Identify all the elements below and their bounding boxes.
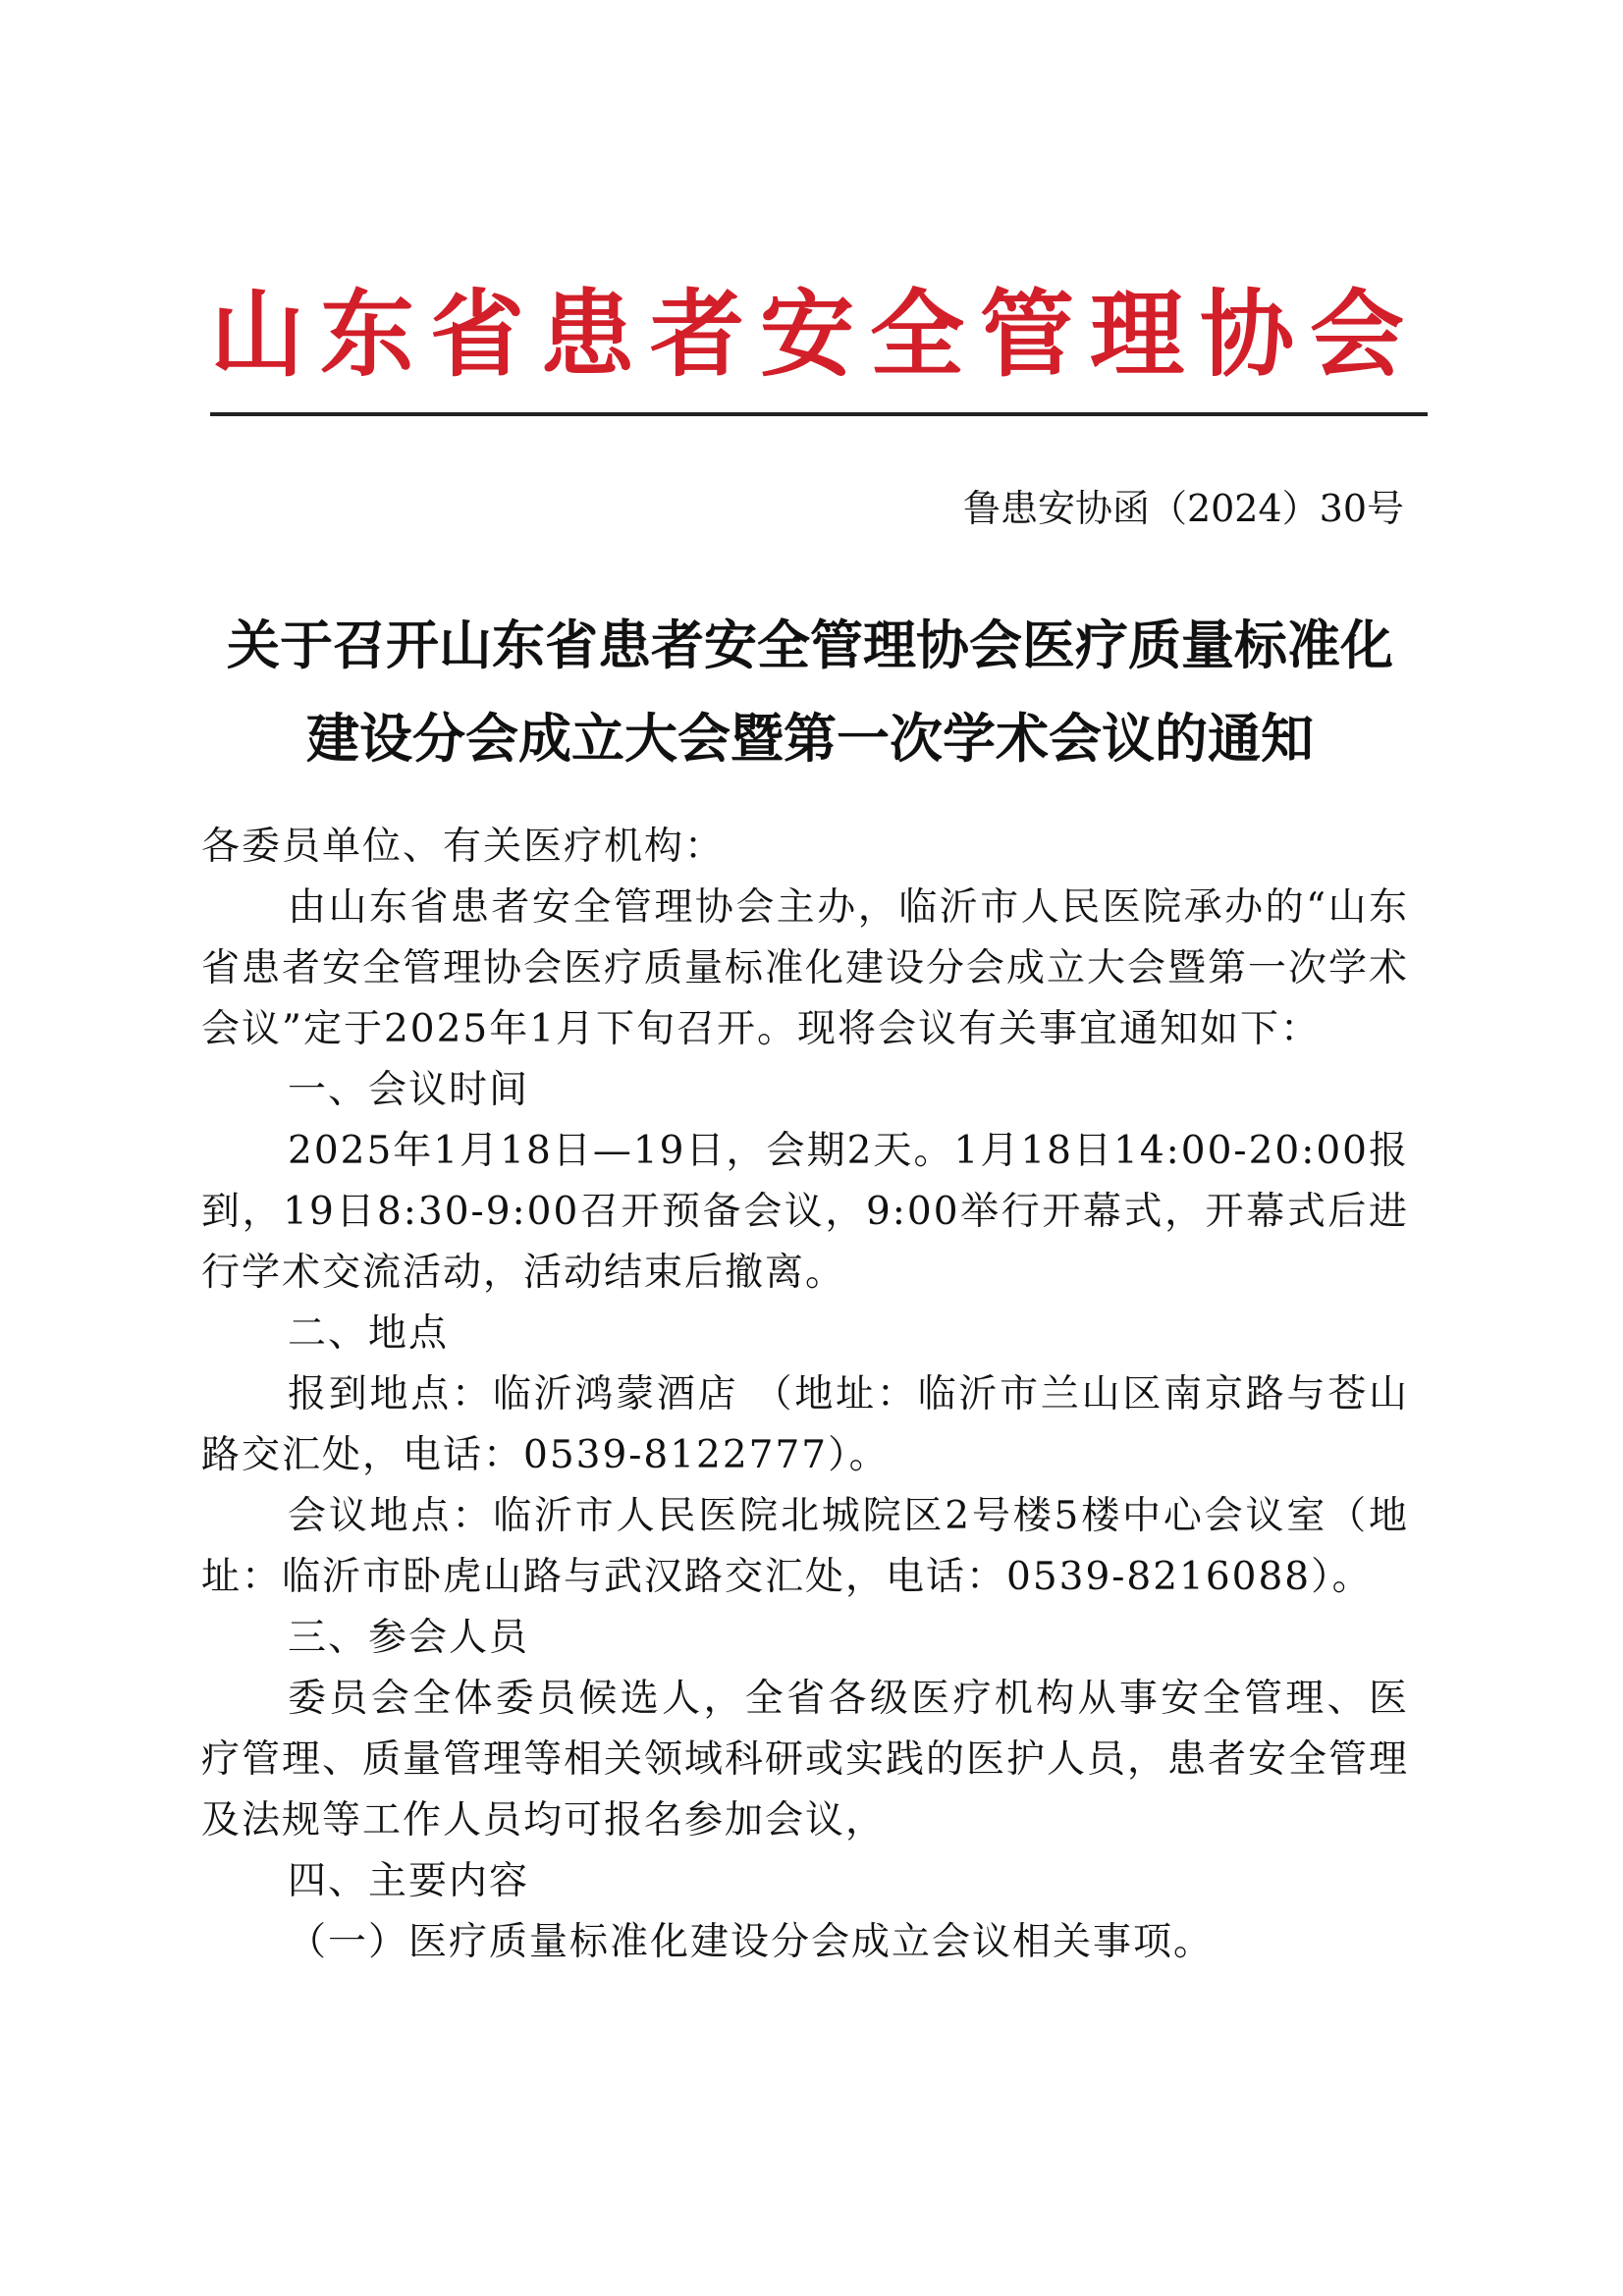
letterhead-divider — [210, 412, 1428, 416]
document-title — [167, 599, 1453, 785]
intro-paragraph: 由山东省患者安全管理协会主办，临沂市人民医院承办的“山东省患者安全管理协会医疗质量标准化建设分会成立大会暨第一次学术会议”定于2025年1月下旬召开。现将会议有关事宜通知如下： — [201, 885, 1410, 1051]
content-item-1: （一）医疗质量标准化建设分会成立会议相关事项。 — [288, 1920, 1215, 1964]
section-heading-participants: 三、参会人员 — [288, 1616, 530, 1660]
section-time-text: 2025年1月18日—19日，会期2天。1月18日14:00-20:00报到，19日8:30-9:00召开预备会议，9:00举行开幕式，开幕式后进行学术交流活动，活动结束后撤离。 — [201, 1129, 1409, 1295]
title-line-1: 关于召开山东省患者安全管理协会医疗质量标准化 — [227, 614, 1393, 676]
title-line-2: 建设分会成立大会暨第一次学术会议的通知 — [306, 708, 1314, 770]
section-heading-location: 二、地点 — [288, 1311, 450, 1356]
document-number: 鲁患安协函（2024）30号 — [962, 487, 1404, 530]
document-body — [201, 817, 1409, 1973]
salutation: 各委员单位、有关医疗机构： — [201, 825, 726, 869]
participants-text: 委员会全体委员候选人，全省各级医疗机构从事安全管理、医疗管理、质量管理等相关领域科研或实践的医护人员，患者安全管理及法规等工作人员均可报名参加会议， — [201, 1677, 1410, 1842]
checkin-location-text: 报到地点：临沂鸿蒙酒店 （地址：临沂市兰山区南京路与苍山路交汇处，电话：0539-8122777）。 — [201, 1372, 1409, 1477]
meeting-location-text: 会议地点：临沂市人民医院北城院区2号楼5楼中心会议室（地址：临沂市卧虎山路与武汉路交汇处，电话：0539-8216088）。 — [201, 1494, 1409, 1599]
section-heading-time: 一、会议时间 — [288, 1068, 530, 1112]
section-heading-content: 四、主要内容 — [288, 1859, 530, 1903]
organization-letterhead: 山东省患者安全管理协会 — [210, 280, 1420, 390]
